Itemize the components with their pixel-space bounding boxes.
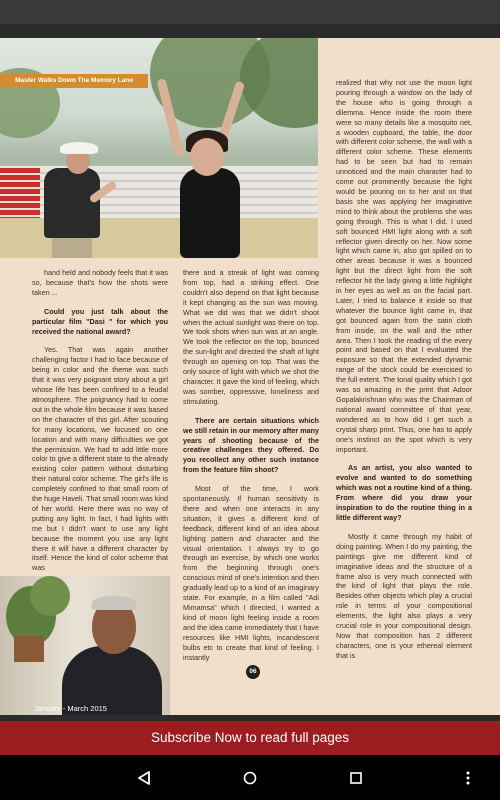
home-icon (243, 771, 257, 785)
back-icon (137, 771, 151, 785)
interview-question: As an artist, you also wanted to evolve and wanted to do something which was not a routine kind of a thing. From where did you draw your inspiration to do the routine thing in a little different way? (336, 463, 472, 522)
recents-button[interactable] (326, 755, 386, 800)
portrait-photo (0, 576, 170, 715)
article-paragraph: there and a streak of light was coming from top, had a striking effect. One couldn't also depend on that light because it kept changing as the sun was moving. What we did was that we didn't shoot when the actual sunlight was there on top. We took shots when sun was at an angle. We took the reflector on the top, bounced the sun-light and directed the shaft of light through an opening on top. That was the only source of light with which we shot the character. It gave the kind of feeling, which was somber, oppressive, loneliness and stimulating. (183, 268, 319, 406)
article-column-2 (183, 268, 319, 704)
article-column-3 (336, 78, 472, 704)
photo-caption: Master Walks Down The Memory Lane (0, 74, 148, 88)
more-icon (465, 770, 471, 786)
page-number: 06 (246, 665, 260, 679)
interview-question: Could you just talk about the particular film "Dasi " for which you received the national award? (32, 306, 168, 336)
article-paragraph: Mostly it came through my habit of doing painting. When I do my painting, the paintings give me different kind of imaginative ideas and the structure of a frame also is very much connected with the kind of light that plays the role. Besides other objects which play a crucial role in terms of your compositional elements, the light also plays a very crucial role in your compositional design. Now that composition has 2 different characters, one is your ethereal element that is (336, 531, 472, 660)
back-button[interactable] (114, 755, 174, 800)
interview-question: There are certain situations which we still retain in our memory after many years of shooting because of the creative challenges they offered. Do you recollect any other such instance from the feature film shoot? (183, 415, 319, 475)
article-paragraph: realized that why not use the moon light pouring through a window on the lady of the house who is going through a dilemma. Hence inside the room there were so many details like a mosquito net, a wooden cupboard, the table, the door with different color scheme, the wall with a different color scheme. These elements had to be seen but had to remain unnoticed and the main character had to come out prominently because the light would be pouring on to her and on that basis she was applying her imaginative mind to think about the problems she was going through. This is what I did. I used soft bounced HMI light along with a soft reflector given directly on her. Now some light which came in, also got spilled on to other areas because it was a bounced light but the direct light from the soft reflector hit the lady giving a little highlight in her eyes as well as on the facial part. Later, I tried to balance it inside so that whatever the bounce light came in, that got bounced again from the satin cloth from inside, on the wall and the other area. Then I took the reading of the every point and based on that I evaluated the exposure so that the extended dynamic range of the stock could be exercised to the full extent. The tonal quality which I got was so amazing in the print that Adoor Gopalakrishnan who was the Chairman of national award committee of that year, wondered as to how did I get such a crystal sharp print. Thus, one has to apply one's instinct on the spot which is very important. (336, 78, 472, 454)
article-paragraph: Yes. That was again another challenging factor I had to face because of being in color and the theme was such that it was very poignant story about a girl whose life has been confined to a feudal atmosphere. The poignancy had to come out in the whole film because it was based on the character of this girl. After scouting for many locations, we focused on one location and with many difficulties we got the permission. We had to add little more color to give a different state to the already existing color pattern without disturbing their natural color scheme. The girl's life is completely confined to that small room of the huge Haveli. That small room was kind of her world. Here there was no way of putting any light. In fact, I had lights with me but I didn't want to use any light because the moment you use any light there it will have a different character by itself. Hence the kind of color scheme that was (32, 345, 168, 573)
dance-photo (0, 38, 318, 258)
android-nav-bar (0, 755, 500, 800)
recents-icon (349, 771, 363, 785)
article-column-1 (32, 268, 168, 598)
more-button[interactable] (448, 755, 488, 800)
home-button[interactable] (220, 755, 280, 800)
article-paragraph: Most of the time, I work spontaneously. If human sensitivity is there and when one interacts in any situation, it gives a different kind of feedback, different kind of an idea about lighting pattern and character and the visual orientation. I always try to go through an exercise, by which one works from the beginning through one's conscious mind of one's intention and then gradually lead up to a kind of an imaginary state. For example, in a film called "Adi Mimamsa" which I directed, I wanted a kind of moon light feeling inside a room and the idea came immediately that I have resources like HMI lights, incandescent bulbs etc to create that kind of feeling. I instantly (183, 484, 319, 662)
issue-date: January - March 2015 (34, 704, 107, 713)
magazine-page[interactable] (0, 38, 500, 715)
article-paragraph: hand held and nobody feels that it was so, because that's how the shots were taken ... (32, 268, 168, 297)
top-bar (0, 0, 500, 24)
subscribe-button[interactable]: Subscribe Now to read full pages (0, 721, 500, 755)
